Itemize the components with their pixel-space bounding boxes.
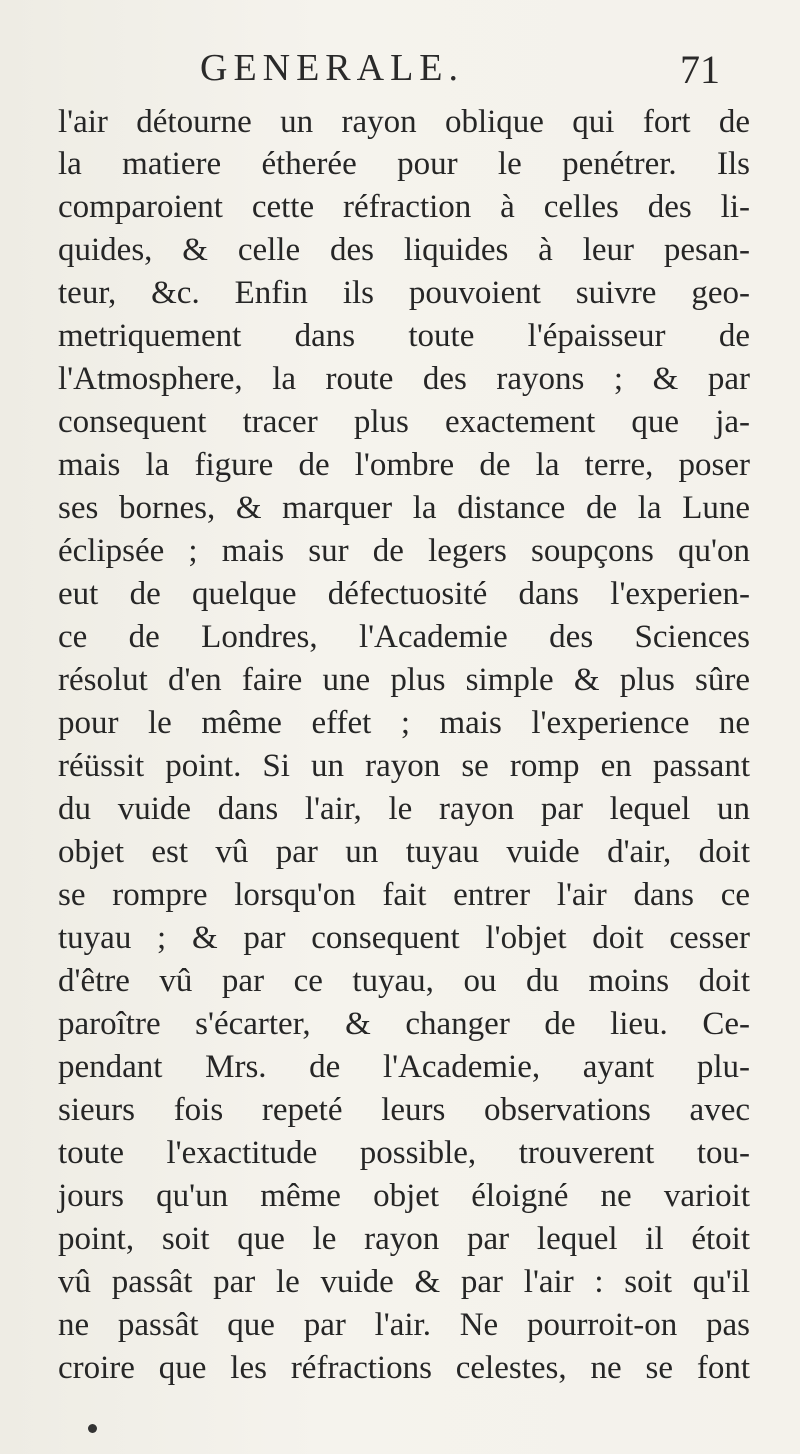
text-line: ne passât que par l'air. Ne pourroit-on pas [58,1307,750,1343]
page-number: 71 [680,47,720,92]
text-line: paroître s'écarter, & changer de lieu. Ce- [58,1006,750,1042]
text-line: la matiere étherée pour le penétrer. Ils [58,146,750,182]
text-line: résolut d'en faire une plus simple & plus sûre [58,662,750,698]
text-line: du vuide dans l'air, le rayon par lequel un [58,791,750,827]
text-line: objet est vû par un tuyau vuide d'air, doit [58,834,750,870]
text-line: metriquement dans toute l'épaisseur de [58,318,750,354]
text-line: croire que les réfractions celestes, ne se font [58,1350,750,1386]
text-line: comparoient cette réfraction à celles des li- [58,189,750,225]
text-line: sieurs fois repeté leurs observations avec [58,1092,750,1128]
ink-mark [88,1424,97,1433]
text-line: point, soit que le rayon par lequel il étoit [58,1221,750,1257]
text-line: d'être vû par ce tuyau, ou du moins doit [58,963,750,999]
text-line: ce de Londres, l'Academie des Sciences [58,619,750,655]
text-line: se rompre lorsqu'on fait entrer l'air dans ce [58,877,750,913]
text-line: toute l'exactitude possible, trouverent tou- [58,1135,750,1171]
text-line: l'Atmosphere, la route des rayons ; & par [58,361,750,397]
text-line: ses bornes, & marquer la distance de la Lune [58,490,750,526]
text-line: réüssit point. Si un rayon se romp en passant [58,748,750,784]
text-line: teur, &c. Enfin ils pouvoient suivre geo- [58,275,750,311]
text-line: pour le même effet ; mais l'experience ne [58,705,750,741]
text-line: pendant Mrs. de l'Academie, ayant plu- [58,1049,750,1085]
running-head: GENERALE. [200,47,465,89]
text-line: l'air détourne un rayon oblique qui fort de [58,104,750,140]
text-line: jours qu'un même objet éloigné ne varioit [58,1178,750,1214]
text-line: eut de quelque défectuosité dans l'experien- [58,576,750,612]
text-line: quides, & celle des liquides à leur pesan- [58,232,750,268]
text-line: vû passât par le vuide & par l'air : soit qu'il [58,1264,750,1300]
text-line: mais la figure de l'ombre de la terre, poser [58,447,750,483]
text-line: consequent tracer plus exactement que ja- [58,404,750,440]
text-line: tuyau ; & par consequent l'objet doit cesser [58,920,750,956]
text-line: éclipsée ; mais sur de legers soupçons qu'on [58,533,750,569]
